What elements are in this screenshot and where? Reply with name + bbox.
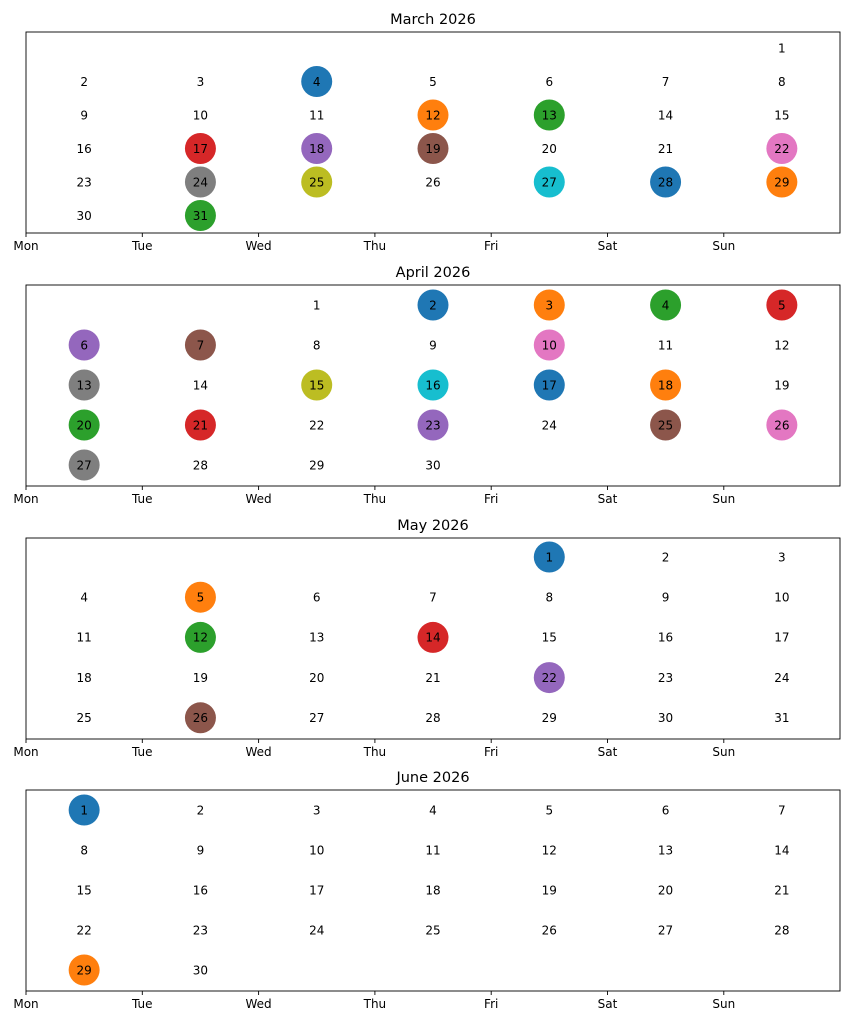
day-label-15: 15	[541, 630, 557, 645]
x-tick-label: Fri	[484, 239, 499, 253]
x-tick-label: Sun	[712, 239, 736, 253]
day-label-12: 12	[192, 630, 209, 645]
day-label-10: 10	[541, 338, 557, 353]
day-label-25: 25	[657, 418, 674, 433]
day-label-2: 2	[661, 550, 670, 565]
day-label-9: 9	[80, 108, 88, 123]
day-label-19: 19	[774, 378, 790, 393]
day-label-3: 3	[545, 298, 554, 313]
day-label-29: 29	[309, 458, 325, 473]
day-label-1: 1	[778, 41, 786, 56]
day-label-24: 24	[774, 670, 790, 685]
day-label-5: 5	[778, 298, 786, 313]
day-label-31: 31	[192, 208, 209, 223]
day-label-23: 23	[192, 923, 209, 938]
panel-title: March 2026	[390, 12, 476, 28]
day-label-13: 13	[309, 630, 325, 645]
day-label-16: 16	[657, 630, 674, 645]
day-label-29: 29	[76, 963, 92, 978]
day-label-19: 19	[192, 670, 209, 685]
day-label-18: 18	[309, 141, 325, 156]
day-label-7: 7	[196, 338, 205, 353]
day-label-20: 20	[309, 670, 325, 685]
day-label-9: 9	[661, 590, 670, 605]
x-tick-label: Fri	[484, 492, 499, 506]
x-tick-label: Tue	[132, 492, 153, 506]
day-label-6: 6	[312, 590, 321, 605]
day-label-4: 4	[429, 803, 437, 818]
day-label-30: 30	[425, 458, 441, 473]
day-label-27: 27	[657, 923, 674, 938]
day-label-14: 14	[774, 843, 790, 858]
x-tick-label: Tue	[132, 745, 153, 759]
day-label-18: 18	[657, 378, 674, 393]
day-label-3: 3	[196, 74, 205, 89]
day-label-15: 15	[774, 108, 790, 123]
panel-title: May 2026	[397, 518, 469, 534]
x-tick-label: Sun	[712, 997, 736, 1011]
day-label-19: 19	[541, 883, 557, 898]
day-label-30: 30	[192, 963, 209, 978]
x-tick-label: Tue	[132, 997, 153, 1011]
day-label-12: 12	[425, 108, 441, 123]
x-tick-label: Wed	[245, 492, 272, 506]
day-label-19: 19	[425, 141, 441, 156]
calendar-panel-2	[13, 265, 840, 506]
x-tick-label: Thu	[363, 745, 387, 759]
day-label-1: 1	[312, 298, 321, 313]
axes-frame	[26, 32, 840, 233]
day-label-10: 10	[774, 590, 790, 605]
day-label-14: 14	[425, 630, 441, 645]
day-label-18: 18	[425, 883, 441, 898]
day-label-29: 29	[541, 711, 557, 726]
day-label-22: 22	[541, 670, 557, 685]
day-label-8: 8	[312, 338, 321, 353]
x-tick-label: Thu	[363, 492, 387, 506]
x-tick-label: Wed	[245, 745, 272, 759]
x-tick-label: Sat	[597, 745, 618, 759]
x-tick-label: Mon	[13, 492, 39, 506]
day-label-2: 2	[80, 74, 88, 89]
day-label-28: 28	[657, 175, 674, 190]
day-label-17: 17	[541, 378, 557, 393]
day-label-21: 21	[774, 883, 790, 898]
day-label-1: 1	[80, 803, 88, 818]
panel-title: June 2026	[396, 770, 470, 786]
day-label-26: 26	[774, 418, 790, 433]
day-label-4: 4	[312, 74, 321, 89]
day-label-11: 11	[425, 843, 441, 858]
day-label-4: 4	[661, 298, 670, 313]
day-label-21: 21	[192, 418, 209, 433]
panel-title: April 2026	[395, 265, 471, 281]
day-label-25: 25	[425, 923, 441, 938]
day-label-30: 30	[657, 711, 674, 726]
x-tick-label: Wed	[245, 997, 272, 1011]
day-label-2: 2	[429, 298, 437, 313]
day-label-5: 5	[545, 803, 554, 818]
day-label-10: 10	[309, 843, 325, 858]
day-label-8: 8	[545, 590, 554, 605]
day-label-22: 22	[774, 141, 790, 156]
day-label-20: 20	[76, 418, 92, 433]
calendar-panel-1	[13, 12, 840, 253]
day-label-23: 23	[76, 175, 92, 190]
day-label-8: 8	[778, 74, 786, 89]
day-label-9: 9	[429, 338, 437, 353]
day-label-26: 26	[541, 923, 557, 938]
day-label-17: 17	[309, 883, 325, 898]
day-label-7: 7	[778, 803, 786, 818]
day-label-14: 14	[657, 108, 674, 123]
day-label-27: 27	[309, 711, 325, 726]
x-tick-label: Thu	[363, 239, 387, 253]
calendar-panel-4	[13, 770, 840, 1011]
day-label-13: 13	[541, 108, 557, 123]
day-label-3: 3	[778, 550, 786, 565]
day-label-24: 24	[541, 418, 557, 433]
day-label-16: 16	[76, 141, 92, 156]
day-label-7: 7	[429, 590, 437, 605]
day-label-28: 28	[192, 458, 209, 473]
day-label-20: 20	[657, 883, 674, 898]
day-label-6: 6	[661, 803, 670, 818]
day-label-27: 27	[541, 175, 557, 190]
day-label-28: 28	[425, 711, 441, 726]
day-label-11: 11	[309, 108, 325, 123]
day-label-22: 22	[309, 418, 325, 433]
day-label-13: 13	[76, 378, 92, 393]
day-label-31: 31	[774, 711, 790, 726]
day-label-26: 26	[425, 175, 441, 190]
day-label-12: 12	[541, 843, 557, 858]
calendar-panel-3	[13, 518, 840, 759]
day-label-15: 15	[76, 883, 92, 898]
day-label-10: 10	[192, 108, 209, 123]
x-tick-label: Mon	[13, 745, 39, 759]
day-label-25: 25	[309, 175, 325, 190]
x-tick-label: Thu	[363, 997, 387, 1011]
x-tick-label: Mon	[13, 997, 39, 1011]
day-label-21: 21	[425, 670, 441, 685]
day-label-17: 17	[192, 141, 209, 156]
x-tick-label: Mon	[13, 239, 39, 253]
day-label-16: 16	[192, 883, 209, 898]
day-label-11: 11	[76, 630, 92, 645]
day-label-23: 23	[425, 418, 441, 433]
day-label-24: 24	[192, 175, 209, 190]
day-label-23: 23	[657, 670, 674, 685]
day-label-6: 6	[545, 74, 554, 89]
day-label-11: 11	[657, 338, 674, 353]
day-label-17: 17	[774, 630, 790, 645]
day-label-5: 5	[196, 590, 205, 605]
day-label-22: 22	[76, 923, 92, 938]
day-label-2: 2	[196, 803, 205, 818]
x-tick-label: Tue	[132, 239, 153, 253]
day-label-5: 5	[429, 74, 437, 89]
day-label-12: 12	[774, 338, 790, 353]
day-label-26: 26	[192, 711, 209, 726]
day-label-9: 9	[196, 843, 205, 858]
day-label-3: 3	[312, 803, 321, 818]
day-label-15: 15	[309, 378, 325, 393]
x-tick-label: Fri	[484, 745, 499, 759]
day-label-7: 7	[661, 74, 670, 89]
day-label-14: 14	[192, 378, 209, 393]
x-tick-label: Wed	[245, 239, 272, 253]
day-label-8: 8	[80, 843, 88, 858]
day-label-24: 24	[309, 923, 325, 938]
day-label-27: 27	[76, 458, 92, 473]
day-label-30: 30	[76, 208, 92, 223]
day-label-6: 6	[80, 338, 88, 353]
day-label-25: 25	[76, 711, 92, 726]
x-tick-label: Sat	[597, 492, 618, 506]
day-label-28: 28	[774, 923, 790, 938]
day-label-18: 18	[76, 670, 92, 685]
x-tick-label: Sun	[712, 492, 736, 506]
day-label-29: 29	[774, 175, 790, 190]
day-label-13: 13	[657, 843, 674, 858]
day-label-4: 4	[80, 590, 88, 605]
x-tick-label: Sun	[712, 745, 736, 759]
day-label-16: 16	[425, 378, 441, 393]
x-tick-label: Sat	[597, 997, 618, 1011]
x-tick-label: Sat	[597, 239, 618, 253]
day-label-21: 21	[657, 141, 674, 156]
x-tick-label: Fri	[484, 997, 499, 1011]
day-label-1: 1	[545, 550, 554, 565]
day-label-20: 20	[541, 141, 557, 156]
